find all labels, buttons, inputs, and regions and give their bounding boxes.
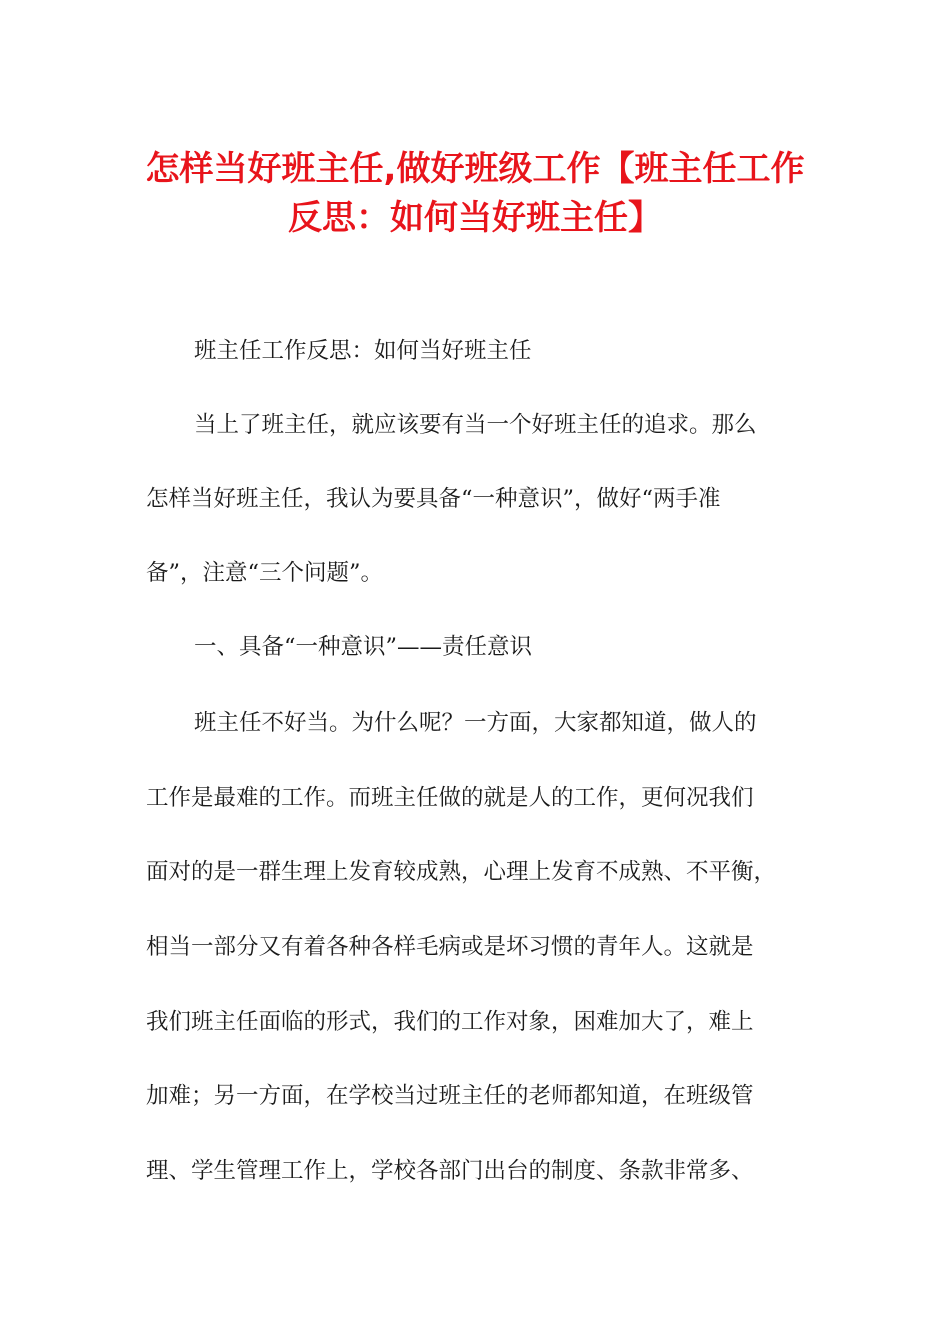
paragraph-line: 相当一部分又有着各种各样毛病或是坏习惯的青年人。这就是 <box>146 934 754 960</box>
subtitle-paragraph: 班主任工作反思：如何当好班主任 <box>194 338 532 364</box>
section-heading: 一、具备“一种意识”——责任意识 <box>194 634 533 660</box>
paragraph-line: 工作是最难的工作。而班主任做的就是人的工作，更何况我们 <box>146 785 754 811</box>
paragraph-line: 面对的是一群生理上发育较成熟，心理上发育不成熟、不平衡， <box>146 859 777 885</box>
document-title-line-2: 反思：如何当好班主任】 <box>288 198 662 238</box>
paragraph-line: 怎样当好班主任，我认为要具备“一种意识”，做好“两手准 <box>146 486 721 512</box>
document-title-line-1: 怎样当好班主任,做好班级工作【班主任工作 <box>145 149 805 189</box>
paragraph-line: 当上了班主任，就应该要有当一个好班主任的追求。那么 <box>194 412 757 438</box>
paragraph-line: 加难；另一方面，在学校当过班主任的老师都知道，在班级管 <box>146 1083 754 1109</box>
paragraph-line: 班主任不好当。为什么呢？一方面，大家都知道，做人的 <box>194 710 757 736</box>
paragraph-line: 备”，注意“三个问题”。 <box>146 560 384 586</box>
paragraph-line: 我们班主任面临的形式，我们的工作对象，困难加大了，难上 <box>146 1009 754 1035</box>
paragraph-line: 理、学生管理工作上，学校各部门出台的制度、条款非常多、 <box>146 1158 754 1184</box>
